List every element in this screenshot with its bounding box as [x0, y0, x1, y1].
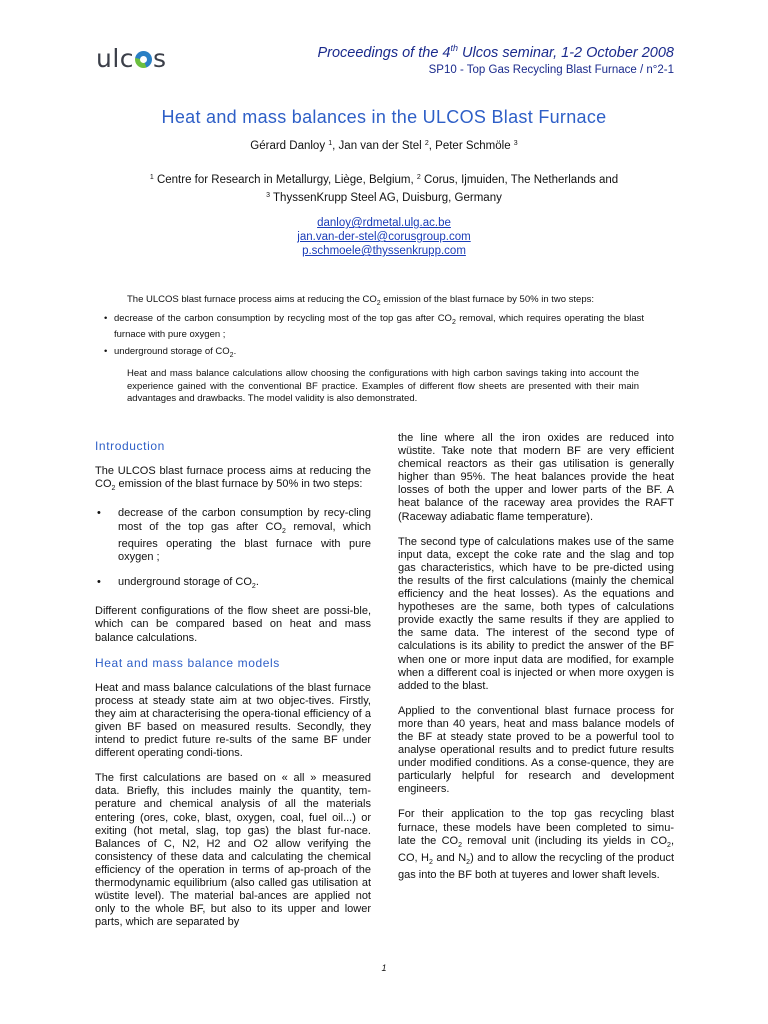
author-emails — [0, 216, 768, 258]
intro-paragraph: The ULCOS blast furnace process aims at reducing the $CO_2$ emission of the blast furnace by 50% in two steps: — [95, 465, 371, 493]
page-number: 1 — [381, 963, 387, 973]
bullet-icon: • — [104, 346, 108, 357]
abstract-paragraph: Heat and mass balance calculations allow choosing the configurations with high carbon savings taking into account the experience gained with the conventional BF practice. Examples of different flow sheets are presented with their main advantages and drawbacks. The model validity is also demonstrated. — [127, 368, 639, 404]
bullet-icon: • — [97, 576, 101, 589]
ulcos-logo — [96, 44, 188, 74]
authors: Gérard Danloy $^1$, Jan van der Stel $^2$, Peter Schmöle $^3$ — [250, 140, 518, 152]
intro-bullet-2: • underground storage of $CO_2$. — [97, 576, 259, 591]
right-paragraph-2: The second type of calculations makes use of the same input data, except the coke rate and the slag and top gas characteristics, which have to be pre-dicted using the results of the first calculations (mainly the chemical efficiency and the heat losses). As the equations and hypotheses are the same, both types of calculations provide exactly the same results if they are applied to the same data. The interest of the second type of calculations is its ability to predict the answer of the BF when one or more input data are modified, for example when a different coal is injected or when more oxygen is added to the blast. — [398, 535, 674, 692]
paper-title: Heat and mass balances in the ULCOS Blast Furnace — [161, 107, 607, 127]
heading-models: Heat and mass balance models — [95, 655, 280, 670]
heading-introduction: Introduction — [95, 439, 165, 453]
email-link-danloy[interactable]: danloy@rdmetal.ulg.ac.be — [317, 217, 451, 229]
abstract-intro: The ULCOS blast furnace process aims at reducing the $CO_2$ emission of the blast furnace by 50% in two steps: — [127, 294, 595, 307]
abstract-bullet-2: • underground storage of $CO_2$. — [104, 346, 237, 359]
models-paragraph-1: Heat and mass balance calculations of the blast furnace process at steady state aim at two objec-tives. Firstly, they aim at characterising the opera-tional efficiency of a given BF based on measured results. Secondly, they intend to predict future re-sults of the same BF under different operating condi-tions. — [95, 681, 371, 760]
email-link-van-der-stel[interactable]: jan.van-der-stel@corusgroup.com — [297, 231, 471, 243]
left-column — [95, 440, 371, 941]
email-link-schmoele[interactable]: p.schmoele@thyssenkrupp.com — [302, 245, 466, 257]
right-column — [398, 432, 674, 894]
session-subtitle: SP10 - Top Gas Recycling Blast Furnace / n°2-1 — [428, 64, 674, 76]
right-paragraph-3: Applied to the conventional blast furnace process for more than 40 years, heat and mass balance models of the BF at steady state proved to be a powerful tool to analyse operational results and to predict future results under modified conditions. As a conse-quence, they are particularly helpful for research and development engineers. — [398, 704, 674, 796]
models-paragraph-2: The first calculations are based on « all » measured data. Briefly, this includes mainly the quantity, tem-perature and chemical analysis of all the materials entering (ores, coke, blast, oxygen, coal, fuel oil...) or exiting (hot metal, slag, top gas) the blast fur-nace. Balances of C, N2, H2 and O2 allow verifying the consistency of these data and calculating the chemical efficiency of the operation in terms of ap-proach of the thermodynamic equilibrium (also called gas utilisation at wüstite level). The material bal-ances are applied not only to the whole BF, but also to its upper and lower parts, which are separated by — [95, 772, 371, 929]
abstract-bullet-1: • decrease of the carbon consumption by recycling most of the top gas after $CO_2$ removal, which requires operating the blast furnace with pure oxygen ; — [104, 313, 645, 341]
bullet-icon: • — [104, 313, 108, 324]
right-paragraph-1: the line where all the iron oxides are reduced into wüstite. Take note that modern BF are very efficient chemical reactors as their gas utilisation is generally higher than 95%. The heat balances provide the heat losses of both the upper and lower parts of the BF. A heat balance of the raceway area provides the RAFT (Raceway adiabatic flame temperature). — [398, 432, 674, 523]
flow-sheet-paragraph: Different configurations of the flow sheet are possi-ble, which can be compared based on heat and mass balance calculations. — [95, 605, 371, 644]
right-paragraph-4: For their application to the top gas recycling blast furnace, these models have been completed to simu-late the $CO_2$ removal unit (including its yields in $CO_2$, CO, $H_2$ and $N_2$) and to allow the recycling of the product gas into the BF both at tuyeres and lower shaft levels. — [398, 808, 674, 882]
affiliations: $^1$ Centre for Research in Metallurgy, Liège, Belgium, $^2$ Corus, Ijmuiden, The Netherlands and $^3$ ThyssenKrupp Steel AG, Duisburg, Germany — [149, 174, 619, 204]
bullet-icon: • — [97, 507, 101, 520]
logo-globe-icon — [135, 51, 152, 68]
proceedings-line: Proceedings of the 4th Ulcos seminar, 1-2 October 2008 — [317, 43, 674, 61]
intro-bullet-1: • decrease of the carbon consumption by recy-cling most of the top gas after $CO_2$ removal, which requires operating the blast furnace with pure oxygen ; — [97, 507, 371, 563]
logo-wordmark: ulc s — [96, 44, 167, 73]
